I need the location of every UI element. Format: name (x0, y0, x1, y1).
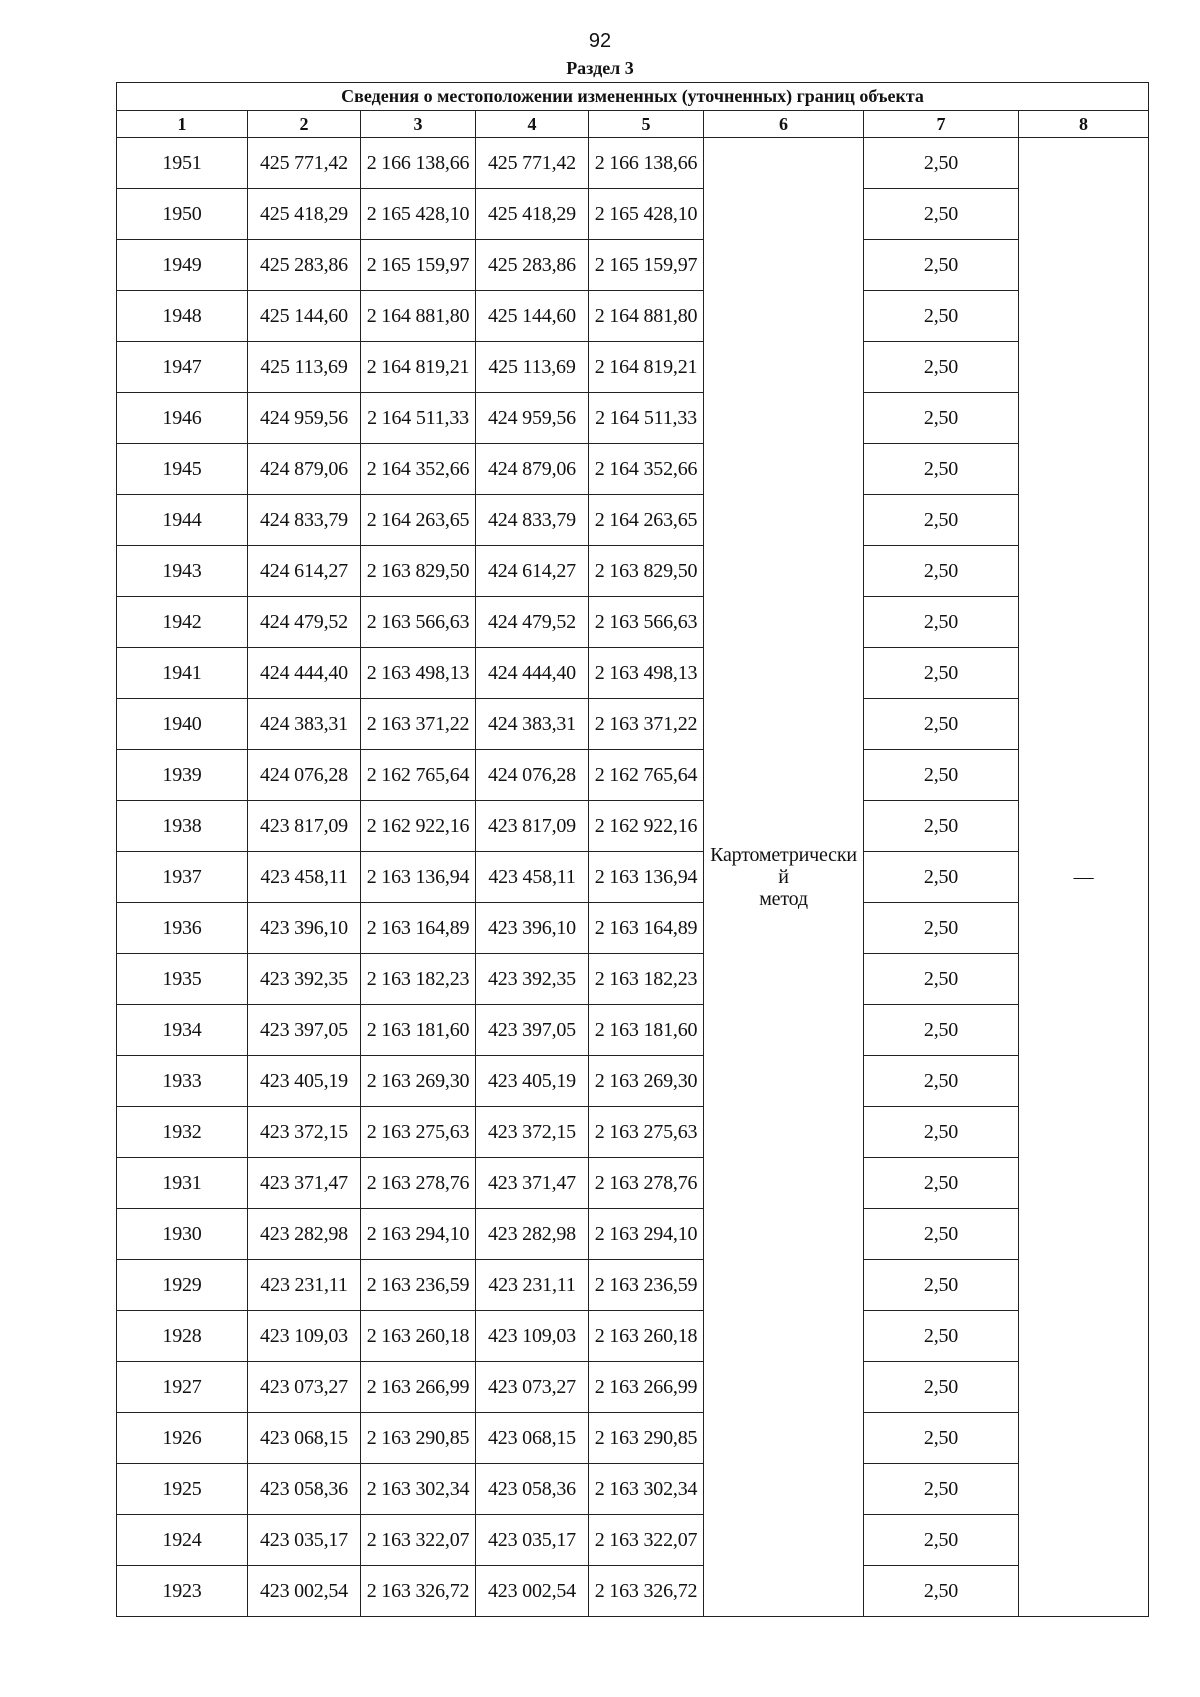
y-existing-cell: 2 163 829,50 (361, 546, 476, 597)
y-refined-cell: 2 163 181,60 (589, 1005, 704, 1056)
x-existing-cell: 424 444,40 (248, 648, 361, 699)
x-refined-cell: 423 109,03 (476, 1311, 589, 1362)
table-row (117, 1515, 1149, 1566)
y-existing-cell: 2 166 138,66 (361, 138, 476, 189)
x-existing-cell: 425 113,69 (248, 342, 361, 393)
x-existing-cell: 423 073,27 (248, 1362, 361, 1413)
x-refined-cell: 423 396,10 (476, 903, 589, 954)
y-existing-cell: 2 163 566,63 (361, 597, 476, 648)
x-existing-cell: 424 479,52 (248, 597, 361, 648)
y-refined-cell: 2 163 260,18 (589, 1311, 704, 1362)
point-number-cell: 1938 (117, 801, 248, 852)
x-existing-cell: 423 405,19 (248, 1056, 361, 1107)
table-row (117, 1311, 1149, 1362)
x-existing-cell: 425 418,29 (248, 189, 361, 240)
table-row (117, 699, 1149, 750)
point-number-cell: 1935 (117, 954, 248, 1005)
table-row (117, 1464, 1149, 1515)
point-number-cell: 1943 (117, 546, 248, 597)
x-refined-cell: 425 283,86 (476, 240, 589, 291)
precision-cell: 2,50 (864, 699, 1019, 750)
y-refined-cell: 2 163 322,07 (589, 1515, 704, 1566)
x-existing-cell: 424 879,06 (248, 444, 361, 495)
point-number-cell: 1942 (117, 597, 248, 648)
y-existing-cell: 2 162 765,64 (361, 750, 476, 801)
y-existing-cell: 2 163 322,07 (361, 1515, 476, 1566)
table-row (117, 1158, 1149, 1209)
table-row (117, 1209, 1149, 1260)
section-title: Раздел 3 (566, 58, 634, 78)
y-refined-cell: 2 163 136,94 (589, 852, 704, 903)
point-number-cell: 1928 (117, 1311, 248, 1362)
y-refined-cell: 2 164 881,80 (589, 291, 704, 342)
x-refined-cell: 423 397,05 (476, 1005, 589, 1056)
y-existing-cell: 2 163 182,23 (361, 954, 476, 1005)
point-number-cell: 1941 (117, 648, 248, 699)
y-existing-cell: 2 163 498,13 (361, 648, 476, 699)
table-row (117, 1566, 1149, 1617)
x-refined-cell: 423 058,36 (476, 1464, 589, 1515)
table-row (117, 546, 1149, 597)
y-existing-cell: 2 163 326,72 (361, 1566, 476, 1617)
point-number-cell: 1929 (117, 1260, 248, 1311)
x-refined-cell: 424 076,28 (476, 750, 589, 801)
point-number-cell: 1948 (117, 291, 248, 342)
precision-cell: 2,50 (864, 138, 1019, 189)
x-refined-cell: 425 418,29 (476, 189, 589, 240)
x-refined-cell: 425 113,69 (476, 342, 589, 393)
x-refined-cell: 423 282,98 (476, 1209, 589, 1260)
table-row (117, 444, 1149, 495)
x-existing-cell: 424 614,27 (248, 546, 361, 597)
column-number: 8 (1019, 111, 1149, 138)
precision-cell: 2,50 (864, 342, 1019, 393)
point-number-cell: 1936 (117, 903, 248, 954)
point-number-cell: 1937 (117, 852, 248, 903)
table-row (117, 240, 1149, 291)
y-refined-cell: 2 164 819,21 (589, 342, 704, 393)
point-number-cell: 1931 (117, 1158, 248, 1209)
y-refined-cell: 2 163 182,23 (589, 954, 704, 1005)
x-existing-cell: 425 144,60 (248, 291, 361, 342)
y-existing-cell: 2 164 819,21 (361, 342, 476, 393)
precision-cell: 2,50 (864, 291, 1019, 342)
x-existing-cell: 423 392,35 (248, 954, 361, 1005)
precision-cell: 2,50 (864, 801, 1019, 852)
column-number: 7 (864, 111, 1019, 138)
x-refined-cell: 425 771,42 (476, 138, 589, 189)
x-refined-cell: 424 959,56 (476, 393, 589, 444)
point-number-cell: 1926 (117, 1413, 248, 1464)
x-existing-cell: 425 283,86 (248, 240, 361, 291)
x-existing-cell: 423 372,15 (248, 1107, 361, 1158)
column-number: 1 (117, 111, 248, 138)
table-row (117, 1005, 1149, 1056)
x-refined-cell: 423 371,47 (476, 1158, 589, 1209)
method-text-line: метод (759, 888, 808, 910)
precision-cell: 2,50 (864, 648, 1019, 699)
point-number-cell: 1923 (117, 1566, 248, 1617)
table-row (117, 597, 1149, 648)
column-number: 5 (589, 111, 704, 138)
point-number-cell: 1934 (117, 1005, 248, 1056)
precision-cell: 2,50 (864, 1566, 1019, 1617)
point-number-cell: 1949 (117, 240, 248, 291)
column-number: 4 (476, 111, 589, 138)
table-row (117, 954, 1149, 1005)
precision-cell: 2,50 (864, 1209, 1019, 1260)
table-row (117, 750, 1149, 801)
point-number-cell: 1933 (117, 1056, 248, 1107)
point-number-cell: 1947 (117, 342, 248, 393)
table-row (117, 1260, 1149, 1311)
precision-cell: 2,50 (864, 954, 1019, 1005)
precision-cell: 2,50 (864, 852, 1019, 903)
y-refined-cell: 2 163 326,72 (589, 1566, 704, 1617)
x-existing-cell: 423 058,36 (248, 1464, 361, 1515)
y-refined-cell: 2 163 236,59 (589, 1260, 704, 1311)
precision-cell: 2,50 (864, 1515, 1019, 1566)
x-existing-cell: 424 959,56 (248, 393, 361, 444)
y-refined-cell: 2 163 498,13 (589, 648, 704, 699)
y-refined-cell: 2 163 275,63 (589, 1107, 704, 1158)
precision-cell: 2,50 (864, 393, 1019, 444)
precision-cell: 2,50 (864, 750, 1019, 801)
table-row (117, 1413, 1149, 1464)
point-number-cell: 1945 (117, 444, 248, 495)
y-existing-cell: 2 163 260,18 (361, 1311, 476, 1362)
x-refined-cell: 424 879,06 (476, 444, 589, 495)
x-existing-cell: 423 109,03 (248, 1311, 361, 1362)
y-existing-cell: 2 162 922,16 (361, 801, 476, 852)
precision-cell: 2,50 (864, 1158, 1019, 1209)
y-existing-cell: 2 163 278,76 (361, 1158, 476, 1209)
x-existing-cell: 423 458,11 (248, 852, 361, 903)
x-refined-cell: 424 614,27 (476, 546, 589, 597)
x-existing-cell: 423 231,11 (248, 1260, 361, 1311)
point-number-cell: 1924 (117, 1515, 248, 1566)
y-refined-cell: 2 165 159,97 (589, 240, 704, 291)
x-refined-cell: 423 068,15 (476, 1413, 589, 1464)
table-row (117, 189, 1149, 240)
y-refined-cell: 2 164 511,33 (589, 393, 704, 444)
table-caption: Сведения о местоположении измененных (уточненных) границ объекта (117, 83, 1149, 111)
y-refined-cell: 2 162 922,16 (589, 801, 704, 852)
method-cell (704, 138, 864, 1617)
precision-cell: 2,50 (864, 189, 1019, 240)
x-existing-cell: 424 833,79 (248, 495, 361, 546)
table-row (117, 852, 1149, 903)
table-row (117, 903, 1149, 954)
table-row (117, 291, 1149, 342)
y-existing-cell: 2 163 302,34 (361, 1464, 476, 1515)
precision-cell: 2,50 (864, 240, 1019, 291)
x-existing-cell: 423 068,15 (248, 1413, 361, 1464)
y-refined-cell: 2 163 290,85 (589, 1413, 704, 1464)
table-row (117, 1107, 1149, 1158)
point-number-cell: 1946 (117, 393, 248, 444)
precision-cell: 2,50 (864, 1056, 1019, 1107)
table-body (117, 138, 1149, 1617)
y-refined-cell: 2 162 765,64 (589, 750, 704, 801)
y-existing-cell: 2 163 164,89 (361, 903, 476, 954)
x-refined-cell: 424 833,79 (476, 495, 589, 546)
precision-cell: 2,50 (864, 903, 1019, 954)
y-existing-cell: 2 165 428,10 (361, 189, 476, 240)
y-refined-cell: 2 163 269,30 (589, 1056, 704, 1107)
table-row (117, 342, 1149, 393)
x-refined-cell: 425 144,60 (476, 291, 589, 342)
point-number-cell: 1930 (117, 1209, 248, 1260)
x-existing-cell: 424 076,28 (248, 750, 361, 801)
boundary-coordinates-table (116, 82, 1149, 1617)
precision-cell: 2,50 (864, 444, 1019, 495)
table-row (117, 393, 1149, 444)
table-row (117, 801, 1149, 852)
x-existing-cell: 423 035,17 (248, 1515, 361, 1566)
x-refined-cell: 423 392,35 (476, 954, 589, 1005)
y-existing-cell: 2 163 236,59 (361, 1260, 476, 1311)
table-row (117, 648, 1149, 699)
x-refined-cell: 423 372,15 (476, 1107, 589, 1158)
precision-cell: 2,50 (864, 495, 1019, 546)
column-number-row (117, 111, 1149, 138)
x-refined-cell: 423 231,11 (476, 1260, 589, 1311)
y-existing-cell: 2 163 275,63 (361, 1107, 476, 1158)
column-number: 6 (704, 111, 864, 138)
y-existing-cell: 2 165 159,97 (361, 240, 476, 291)
x-refined-cell: 423 405,19 (476, 1056, 589, 1107)
y-refined-cell: 2 163 371,22 (589, 699, 704, 750)
y-refined-cell: 2 166 138,66 (589, 138, 704, 189)
precision-cell: 2,50 (864, 1311, 1019, 1362)
y-refined-cell: 2 163 294,10 (589, 1209, 704, 1260)
point-number-cell: 1927 (117, 1362, 248, 1413)
y-refined-cell: 2 165 428,10 (589, 189, 704, 240)
x-refined-cell: 423 458,11 (476, 852, 589, 903)
method-text-line: й (778, 866, 789, 888)
y-refined-cell: 2 163 266,99 (589, 1362, 704, 1413)
y-refined-cell: 2 163 829,50 (589, 546, 704, 597)
y-existing-cell: 2 163 371,22 (361, 699, 476, 750)
y-existing-cell: 2 164 263,65 (361, 495, 476, 546)
y-existing-cell: 2 163 181,60 (361, 1005, 476, 1056)
precision-cell: 2,50 (864, 597, 1019, 648)
note-cell: — (1019, 138, 1149, 1617)
y-refined-cell: 2 163 302,34 (589, 1464, 704, 1515)
page-number: 92 (588, 30, 612, 52)
x-refined-cell: 424 383,31 (476, 699, 589, 750)
precision-cell: 2,50 (864, 1464, 1019, 1515)
x-refined-cell: 423 073,27 (476, 1362, 589, 1413)
x-existing-cell: 425 771,42 (248, 138, 361, 189)
point-number-cell: 1925 (117, 1464, 248, 1515)
x-existing-cell: 423 817,09 (248, 801, 361, 852)
x-existing-cell: 423 397,05 (248, 1005, 361, 1056)
x-existing-cell: 423 396,10 (248, 903, 361, 954)
y-existing-cell: 2 163 266,99 (361, 1362, 476, 1413)
x-refined-cell: 423 817,09 (476, 801, 589, 852)
precision-cell: 2,50 (864, 546, 1019, 597)
x-existing-cell: 423 282,98 (248, 1209, 361, 1260)
table-row (117, 1362, 1149, 1413)
precision-cell: 2,50 (864, 1362, 1019, 1413)
precision-cell: 2,50 (864, 1260, 1019, 1311)
precision-cell: 2,50 (864, 1005, 1019, 1056)
x-existing-cell: 424 383,31 (248, 699, 361, 750)
y-existing-cell: 2 164 511,33 (361, 393, 476, 444)
y-refined-cell: 2 164 352,66 (589, 444, 704, 495)
y-refined-cell: 2 164 263,65 (589, 495, 704, 546)
precision-cell: 2,50 (864, 1413, 1019, 1464)
y-existing-cell: 2 164 352,66 (361, 444, 476, 495)
y-existing-cell: 2 163 294,10 (361, 1209, 476, 1260)
point-number-cell: 1944 (117, 495, 248, 546)
y-refined-cell: 2 163 566,63 (589, 597, 704, 648)
y-existing-cell: 2 163 290,85 (361, 1413, 476, 1464)
y-refined-cell: 2 163 164,89 (589, 903, 704, 954)
precision-cell: 2,50 (864, 1107, 1019, 1158)
point-number-cell: 1951 (117, 138, 248, 189)
table-row (117, 138, 1149, 189)
x-refined-cell: 424 479,52 (476, 597, 589, 648)
table-row (117, 495, 1149, 546)
point-number-cell: 1939 (117, 750, 248, 801)
point-number-cell: 1932 (117, 1107, 248, 1158)
x-existing-cell: 423 371,47 (248, 1158, 361, 1209)
y-existing-cell: 2 163 269,30 (361, 1056, 476, 1107)
column-number: 2 (248, 111, 361, 138)
y-refined-cell: 2 163 278,76 (589, 1158, 704, 1209)
point-number-cell: 1940 (117, 699, 248, 750)
y-existing-cell: 2 164 881,80 (361, 291, 476, 342)
table-row (117, 1056, 1149, 1107)
y-existing-cell: 2 163 136,94 (361, 852, 476, 903)
x-refined-cell: 423 035,17 (476, 1515, 589, 1566)
x-refined-cell: 424 444,40 (476, 648, 589, 699)
point-number-cell: 1950 (117, 189, 248, 240)
x-refined-cell: 423 002,54 (476, 1566, 589, 1617)
column-number: 3 (361, 111, 476, 138)
x-existing-cell: 423 002,54 (248, 1566, 361, 1617)
method-text-line: Картометрически (710, 844, 857, 866)
